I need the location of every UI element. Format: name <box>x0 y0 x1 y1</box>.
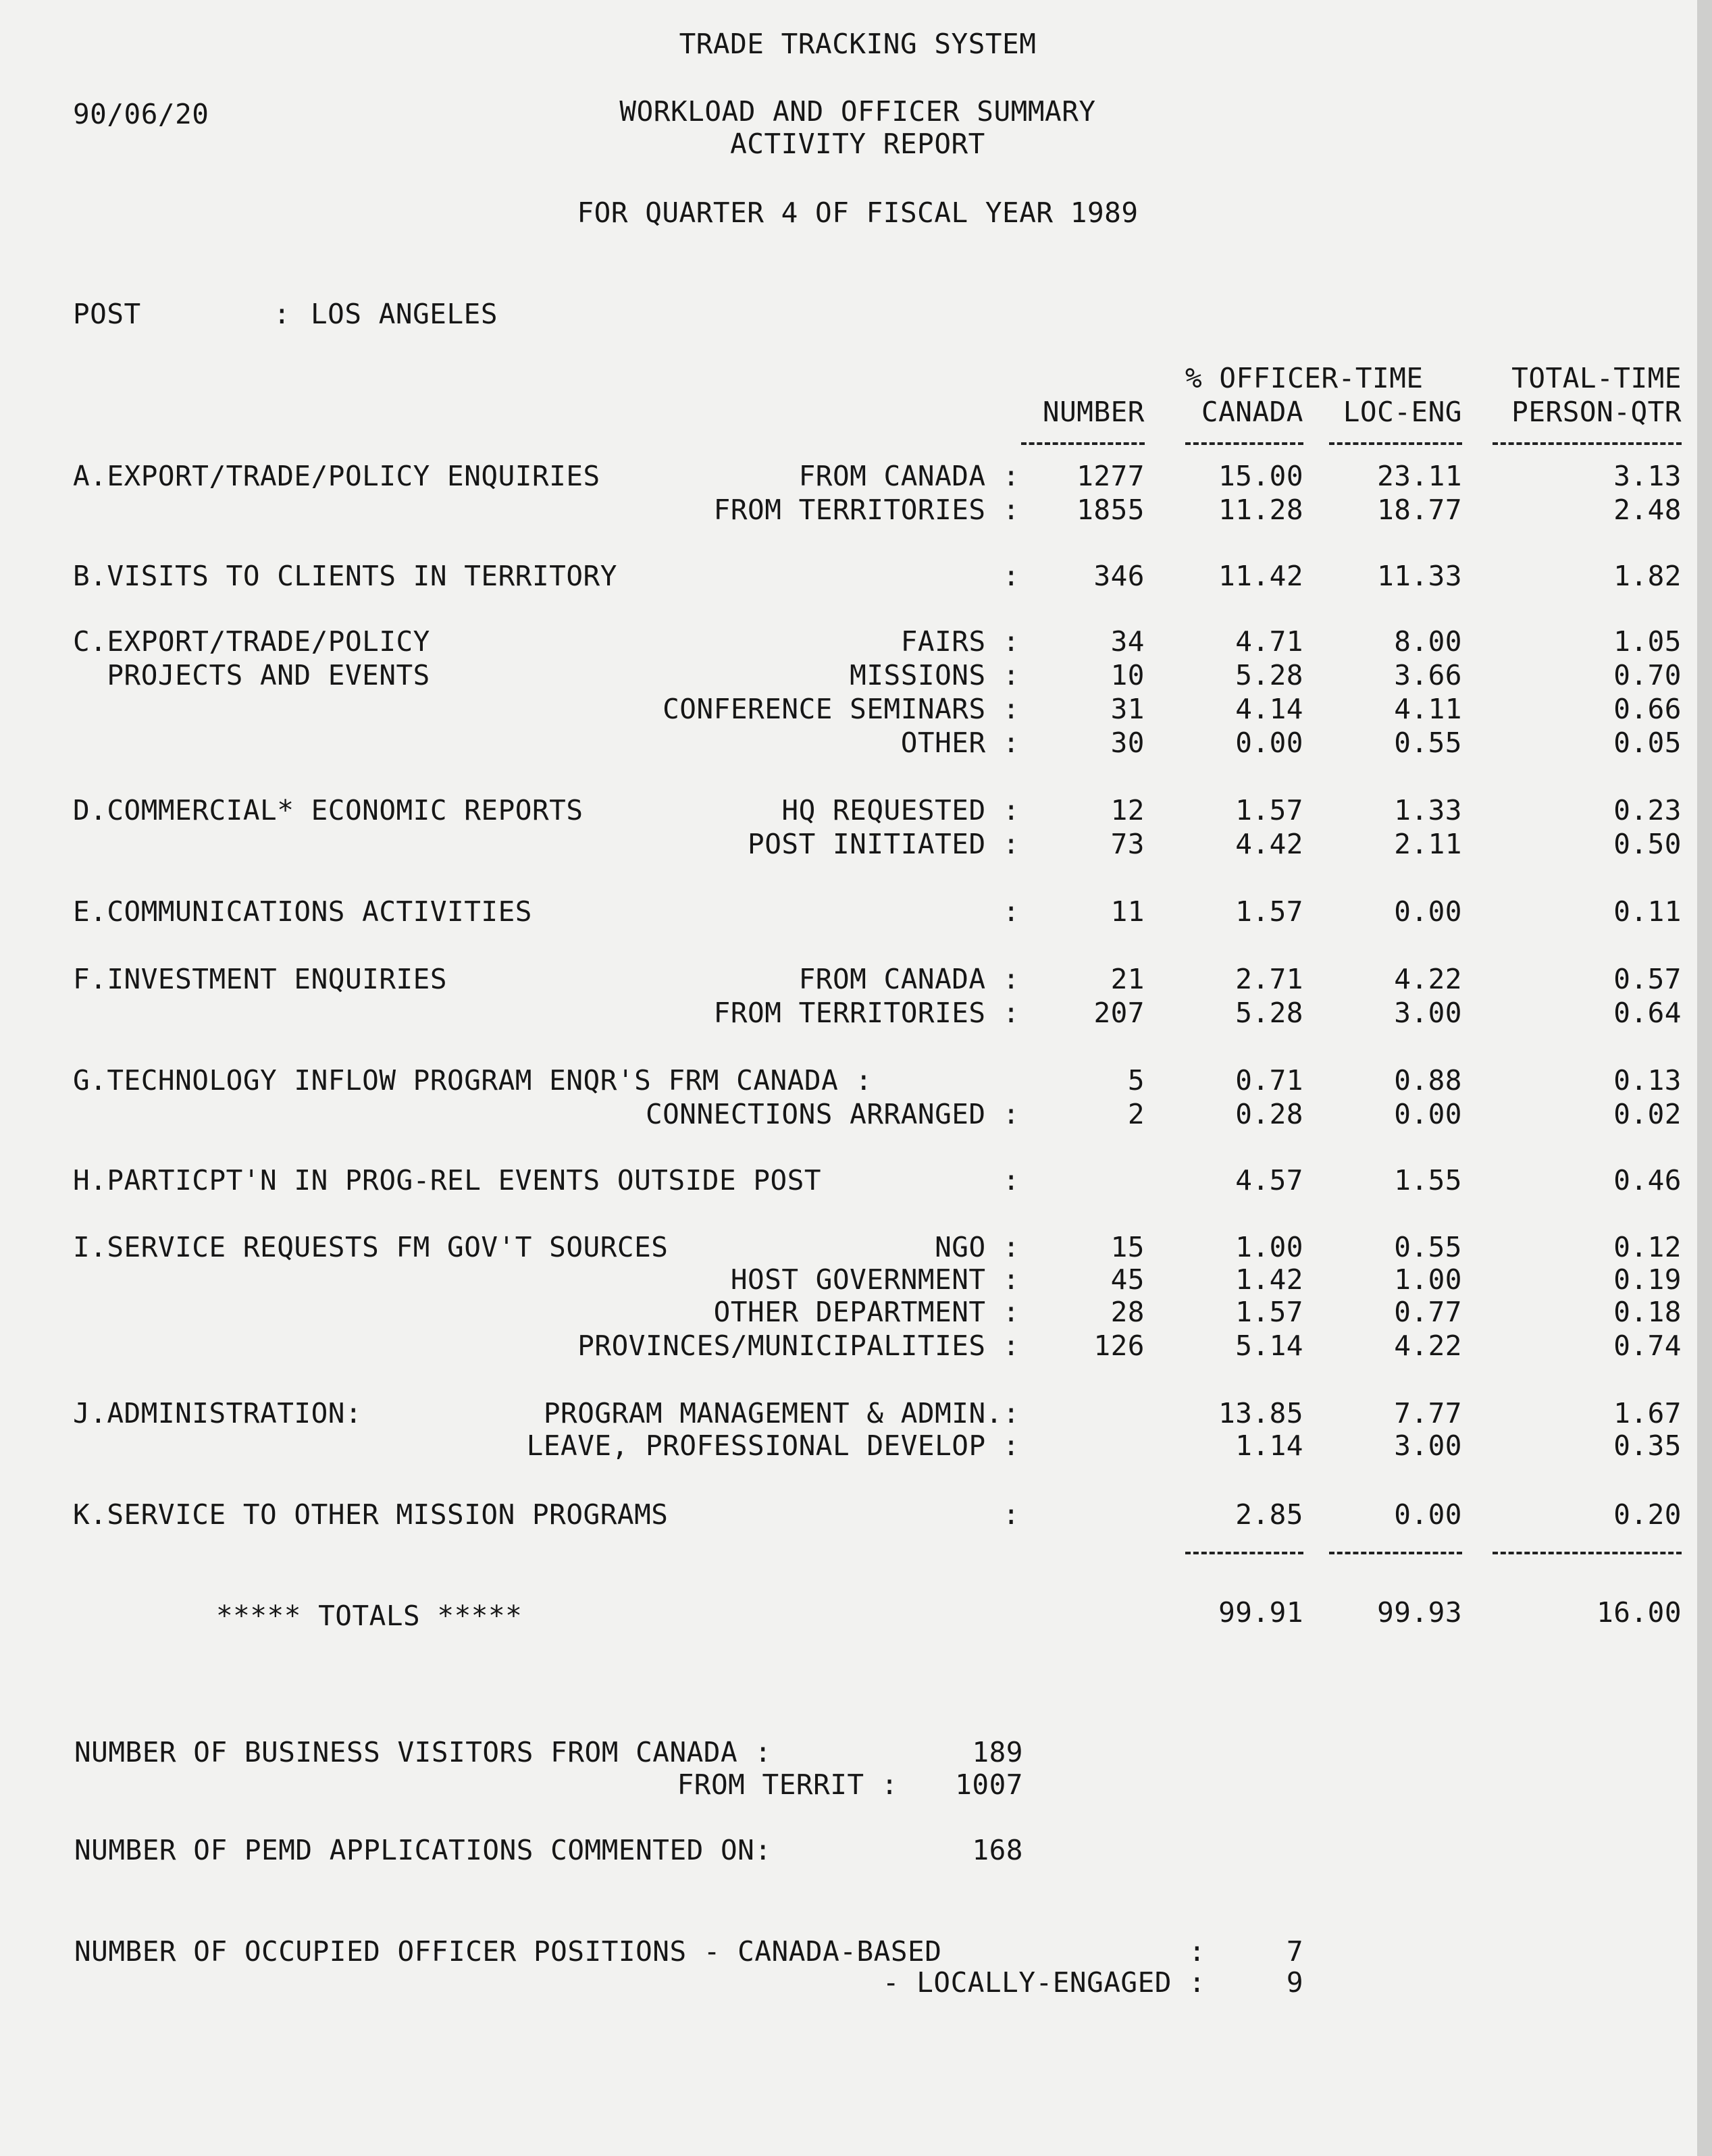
row-sublabel: FROM CANADA : <box>798 460 1020 492</box>
row-person-qtr: 0.35 <box>1613 1429 1682 1462</box>
row-number: 207 <box>1093 997 1145 1029</box>
row-loc-eng-pct: 23.11 <box>1377 460 1462 492</box>
row-person-qtr: 0.20 <box>1613 1498 1682 1531</box>
row-sublabel: FAIRS : <box>900 625 1020 658</box>
row-sublabel: CONFERENCE SEMINARS : <box>663 693 1020 725</box>
row-number: 1277 <box>1077 460 1145 492</box>
row-label: E.COMMUNICATIONS ACTIVITIES <box>73 895 532 928</box>
row-person-qtr: 0.46 <box>1613 1164 1682 1197</box>
row-label: D.COMMERCIAL* ECONOMIC REPORTS <box>73 794 583 826</box>
row-canada-pct: 0.71 <box>1235 1064 1303 1097</box>
row-label: I.SERVICE REQUESTS FM GOV'T SOURCES <box>73 1231 669 1263</box>
row-loc-eng-pct: 0.88 <box>1394 1064 1462 1097</box>
pemd-label: NUMBER OF PEMD APPLICATIONS COMMENTED ON: <box>74 1834 772 1866</box>
row-person-qtr: 0.05 <box>1613 727 1682 759</box>
col-header-loc-eng: LOC-ENG <box>1343 396 1462 428</box>
row-label: A.EXPORT/TRADE/POLICY ENQUIRIES <box>73 460 600 492</box>
row-number: 5 <box>1127 1064 1145 1097</box>
row-label: H.PARTICPT'N IN PROG-REL EVENTS OUTSIDE POST <box>73 1164 822 1197</box>
row-canada-pct: 11.28 <box>1218 494 1303 526</box>
row-label: PROJECTS AND EVENTS <box>73 659 430 691</box>
row-person-qtr: 2.48 <box>1613 494 1682 526</box>
row-label: G.TECHNOLOGY INFLOW PROGRAM ENQR'S FRM CANADA : <box>73 1064 873 1097</box>
row-sublabel: LEAVE, PROFESSIONAL DEVELOP : <box>526 1429 1020 1462</box>
row-loc-eng-pct: 8.00 <box>1394 625 1462 658</box>
row-person-qtr: 0.70 <box>1613 659 1682 691</box>
col-header-pct-officer-time: % OFFICER-TIME <box>1185 362 1424 394</box>
row-loc-eng-pct: 0.55 <box>1394 727 1462 759</box>
visitors-territ: 1007 <box>955 1768 1023 1801</box>
row-sublabel: OTHER DEPARTMENT : <box>713 1296 1020 1328</box>
positions-canada-based: 7 <box>1286 1935 1303 1968</box>
row-canada-pct: 15.00 <box>1218 460 1303 492</box>
row-sublabel: FROM CANADA : <box>798 963 1020 995</box>
row-sublabel: NGO : <box>935 1231 1020 1263</box>
row-number: 34 <box>1110 625 1145 658</box>
row-number: 31 <box>1110 693 1145 725</box>
underline-person-qtr <box>1493 442 1682 445</box>
row-number: 1855 <box>1077 494 1145 526</box>
row-person-qtr: 0.13 <box>1613 1064 1682 1097</box>
row-label: C.EXPORT/TRADE/POLICY <box>73 625 430 658</box>
row-person-qtr: 0.11 <box>1613 895 1682 928</box>
row-canada-pct: 11.42 <box>1218 560 1303 592</box>
row-number: 73 <box>1110 828 1145 860</box>
row-loc-eng-pct: 2.11 <box>1394 828 1462 860</box>
row-loc-eng-pct: 3.00 <box>1394 997 1462 1029</box>
positions-separator-1: : <box>1189 1935 1206 1968</box>
row-canada-pct: 4.14 <box>1235 693 1303 725</box>
row-canada-pct: 1.00 <box>1235 1231 1303 1263</box>
row-canada-pct: 4.42 <box>1235 828 1303 860</box>
row-sublabel: HOST GOVERNMENT : <box>730 1263 1020 1296</box>
row-person-qtr: 0.23 <box>1613 794 1682 826</box>
row-loc-eng-pct: 1.33 <box>1394 794 1462 826</box>
row-canada-pct: 5.14 <box>1235 1330 1303 1362</box>
row-number: 346 <box>1093 560 1145 592</box>
row-canada-pct: 1.42 <box>1235 1263 1303 1296</box>
row-sublabel: PROGRAM MANAGEMENT & ADMIN.: <box>543 1397 1020 1429</box>
col-header-person-qtr: PERSON-QTR <box>1511 396 1682 428</box>
row-sublabel: HQ REQUESTED : <box>781 794 1020 826</box>
row-label: K.SERVICE TO OTHER MISSION PROGRAMS <box>73 1498 669 1531</box>
row-person-qtr: 0.02 <box>1613 1098 1682 1130</box>
row-person-qtr: 0.66 <box>1613 693 1682 725</box>
row-person-qtr: 0.19 <box>1613 1263 1682 1296</box>
totals-label: ***** TOTALS ***** <box>216 1600 523 1632</box>
positions-locally-engaged: 9 <box>1286 1966 1303 1999</box>
row-person-qtr: 1.67 <box>1613 1397 1682 1429</box>
row-number: 2 <box>1127 1098 1145 1130</box>
total-rule-person-qtr <box>1493 1552 1682 1554</box>
row-sublabel: MISSIONS : <box>850 659 1020 691</box>
row-canada-pct: 1.57 <box>1235 1296 1303 1328</box>
row-label: F.INVESTMENT ENQUIRIES <box>73 963 448 995</box>
row-number: 10 <box>1110 659 1145 691</box>
row-canada-pct: 4.57 <box>1235 1164 1303 1197</box>
row-sublabel: : <box>1002 1164 1020 1197</box>
row-canada-pct: 2.71 <box>1235 963 1303 995</box>
row-loc-eng-pct: 11.33 <box>1377 560 1462 592</box>
row-loc-eng-pct: 1.00 <box>1394 1263 1462 1296</box>
row-person-qtr: 0.50 <box>1613 828 1682 860</box>
pemd-value: 168 <box>972 1834 1023 1866</box>
underline-canada <box>1185 442 1303 445</box>
row-loc-eng-pct: 4.22 <box>1394 963 1462 995</box>
col-header-number: NUMBER <box>1042 396 1145 428</box>
row-canada-pct: 0.00 <box>1235 727 1303 759</box>
row-canada-pct: 4.71 <box>1235 625 1303 658</box>
row-canada-pct: 0.28 <box>1235 1098 1303 1130</box>
row-person-qtr: 0.18 <box>1613 1296 1682 1328</box>
underline-loc-eng <box>1329 442 1462 445</box>
row-person-qtr: 0.64 <box>1613 997 1682 1029</box>
row-sublabel: : <box>1002 1498 1020 1531</box>
totals-canada: 99.91 <box>1218 1596 1303 1629</box>
row-person-qtr: 3.13 <box>1613 460 1682 492</box>
row-number: 126 <box>1093 1330 1145 1362</box>
row-number: 30 <box>1110 727 1145 759</box>
row-person-qtr: 0.74 <box>1613 1330 1682 1362</box>
row-loc-eng-pct: 0.00 <box>1394 1098 1462 1130</box>
totals-person-qtr: 16.00 <box>1597 1596 1682 1629</box>
row-number: 28 <box>1110 1296 1145 1328</box>
row-sublabel: PROVINCES/MUNICIPALITIES : <box>577 1330 1020 1362</box>
row-sublabel: FROM TERRITORIES : <box>713 494 1020 526</box>
row-loc-eng-pct: 0.55 <box>1394 1231 1462 1263</box>
positions-separator-2: : <box>1189 1966 1206 1999</box>
row-number: 11 <box>1110 895 1145 928</box>
report-date: 90/06/20 <box>73 98 209 130</box>
row-sublabel: : <box>1002 560 1020 592</box>
row-sublabel: FROM TERRITORIES : <box>713 997 1020 1029</box>
col-header-canada: CANADA <box>1201 396 1303 428</box>
row-loc-eng-pct: 4.22 <box>1394 1330 1462 1362</box>
visitors-label: NUMBER OF BUSINESS VISITORS FROM CANADA : <box>74 1736 772 1768</box>
row-person-qtr: 1.05 <box>1613 625 1682 658</box>
row-canada-pct: 13.85 <box>1218 1397 1303 1429</box>
row-sublabel: OTHER : <box>900 727 1020 759</box>
positions-local-label: - LOCALLY-ENGAGED <box>882 1966 1172 1999</box>
scan-edge-shadow <box>1697 0 1712 2156</box>
row-canada-pct: 5.28 <box>1235 997 1303 1029</box>
system-title: TRADE TRACKING SYSTEM <box>679 28 1037 60</box>
row-canada-pct: 5.28 <box>1235 659 1303 691</box>
visitors-territ-label: FROM TERRIT : <box>677 1768 898 1801</box>
row-loc-eng-pct: 4.11 <box>1394 693 1462 725</box>
positions-label: NUMBER OF OCCUPIED OFFICER POSITIONS - CANADA-BASED <box>74 1935 942 1968</box>
row-canada-pct: 1.57 <box>1235 895 1303 928</box>
row-loc-eng-pct: 1.55 <box>1394 1164 1462 1197</box>
row-number: 15 <box>1110 1231 1145 1263</box>
row-sublabel: : <box>1002 895 1020 928</box>
post-separator: : <box>274 298 291 330</box>
row-canada-pct: 2.85 <box>1235 1498 1303 1531</box>
row-number: 45 <box>1110 1263 1145 1296</box>
row-canada-pct: 1.14 <box>1235 1429 1303 1462</box>
row-number: 12 <box>1110 794 1145 826</box>
row-number: 21 <box>1110 963 1145 995</box>
col-header-total-time: TOTAL-TIME <box>1511 362 1682 394</box>
row-loc-eng-pct: 18.77 <box>1377 494 1462 526</box>
report-period: FOR QUARTER 4 OF FISCAL YEAR 1989 <box>577 196 1139 229</box>
row-person-qtr: 0.57 <box>1613 963 1682 995</box>
row-label: B.VISITS TO CLIENTS IN TERRITORY <box>73 560 617 592</box>
report-title-line1: WORKLOAD AND OFFICER SUMMARY <box>619 95 1096 128</box>
underline-number <box>1021 442 1145 445</box>
post-value: LOS ANGELES <box>311 298 498 330</box>
row-loc-eng-pct: 0.00 <box>1394 895 1462 928</box>
row-loc-eng-pct: 3.00 <box>1394 1429 1462 1462</box>
row-label: J.ADMINISTRATION: <box>73 1397 363 1429</box>
visitors-canada: 189 <box>972 1736 1023 1768</box>
row-loc-eng-pct: 0.77 <box>1394 1296 1462 1328</box>
row-person-qtr: 1.82 <box>1613 560 1682 592</box>
row-loc-eng-pct: 7.77 <box>1394 1397 1462 1429</box>
row-canada-pct: 1.57 <box>1235 794 1303 826</box>
row-person-qtr: 0.12 <box>1613 1231 1682 1263</box>
row-loc-eng-pct: 0.00 <box>1394 1498 1462 1531</box>
total-rule-canada <box>1185 1552 1303 1554</box>
post-label: POST <box>73 298 141 330</box>
total-rule-loc-eng <box>1329 1552 1462 1554</box>
row-loc-eng-pct: 3.66 <box>1394 659 1462 691</box>
row-sublabel: CONNECTIONS ARRANGED : <box>645 1098 1020 1130</box>
report-title-line2: ACTIVITY REPORT <box>730 128 985 160</box>
totals-loc-eng: 99.93 <box>1377 1596 1462 1629</box>
row-sublabel: POST INITIATED : <box>748 828 1020 860</box>
